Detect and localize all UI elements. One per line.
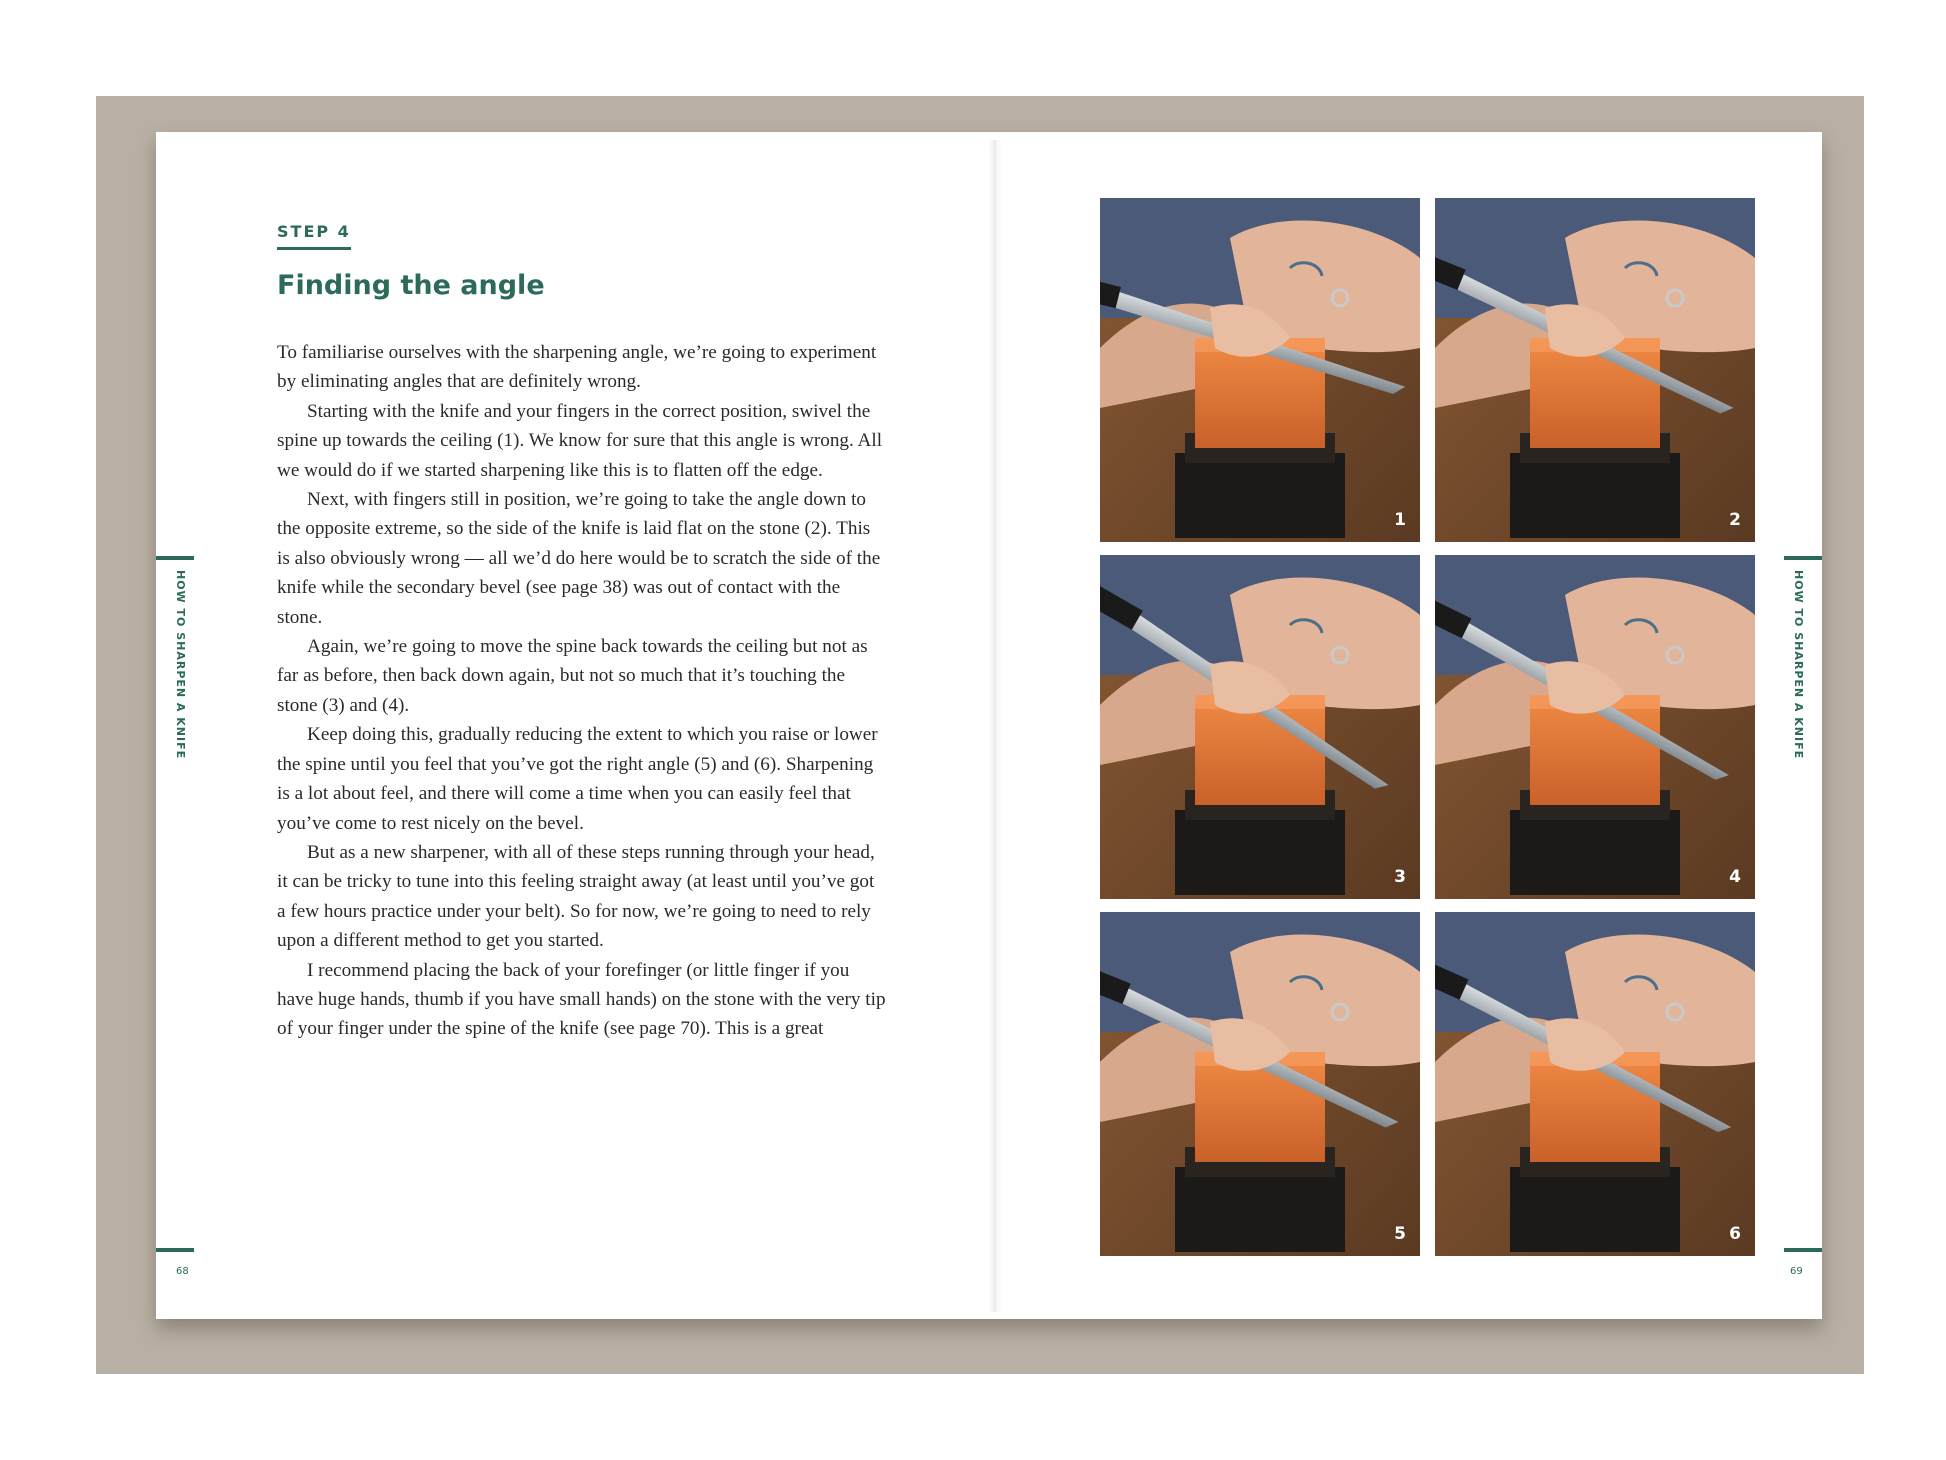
page-number-left: 68 (176, 1266, 189, 1277)
step-photo-5 (1100, 912, 1420, 1256)
book-spread (156, 132, 1822, 1319)
paragraph: Starting with the knife and your fingers in the correct position, swivel the spine up towards the ceiling (1). We know for sure that this angle is wrong. All we would do if we started sharpening like this is to flatten off the edge. (277, 400, 883, 481)
paragraph: But as a new sharpener, with all of these steps running through your head, it can be tricky to tune into this feeling straight away (at least until you’ve got a few hours practice under your belt). So for now, we’re going to need to rely upon a different method to get you started. (277, 841, 875, 952)
photo-number: 5 (1394, 1224, 1406, 1244)
gutter (988, 140, 1002, 1312)
step-photo-4 (1435, 555, 1755, 899)
side-bar-top-right (1784, 556, 1822, 560)
photo-number: 2 (1729, 510, 1741, 530)
page-title: Finding the angle (277, 270, 545, 301)
running-head-right: HOW TO SHARPEN A KNIFE (1792, 570, 1805, 760)
page-number-right: 69 (1790, 1266, 1803, 1277)
step-photo-2 (1435, 198, 1755, 542)
paragraph: I recommend placing the back of your forefinger (or little finger if you have huge hands, thumb if you have small hands) on the stone with the very tip of your finger under the spine of the knife (see page 70). This is a great (277, 959, 886, 1040)
step-label: STEP 4 (277, 222, 351, 250)
photo-grid (1100, 198, 1755, 1256)
step-photo-6 (1435, 912, 1755, 1256)
side-bar-bottom-right (1784, 1248, 1822, 1252)
frame (96, 96, 1864, 1374)
photo-number: 1 (1394, 510, 1406, 530)
running-head-left: HOW TO SHARPEN A KNIFE (174, 570, 187, 760)
paragraph: Again, we’re going to move the spine back towards the ceiling but not as far as before, then back down again, but not so much that it’s touching the stone (3) and (4). (277, 636, 868, 716)
paragraph: Next, with fingers still in position, we’re going to take the angle down to the opposite extreme, so the side of the knife is laid flat on the stone (2). This is also obviously wrong — all we’d do here would be to scratch the side of the knife while the secondary bevel (see page 38) was out of contact with the stone. (277, 489, 881, 628)
body-text (277, 338, 887, 1044)
photo-number: 3 (1394, 867, 1406, 887)
step-photo-3 (1100, 555, 1420, 899)
photo-number: 4 (1729, 867, 1741, 887)
paragraph: To familiarise ourselves with the sharpening angle, we’re going to experiment by eliminating angles that are definitely wrong. (277, 342, 877, 393)
step-photo-1 (1100, 198, 1420, 542)
photo-number: 6 (1729, 1224, 1741, 1244)
side-bar-top-left (156, 556, 194, 560)
paragraph: Keep doing this, gradually reducing the extent to which you raise or lower the spine until you feel that you’ve got the right angle (5) and (6). Sharpening is a lot about feel, and there will come a time when you can easily feel that you’ve come to rest nicely on the bevel. (277, 724, 878, 834)
side-bar-bottom-left (156, 1248, 194, 1252)
